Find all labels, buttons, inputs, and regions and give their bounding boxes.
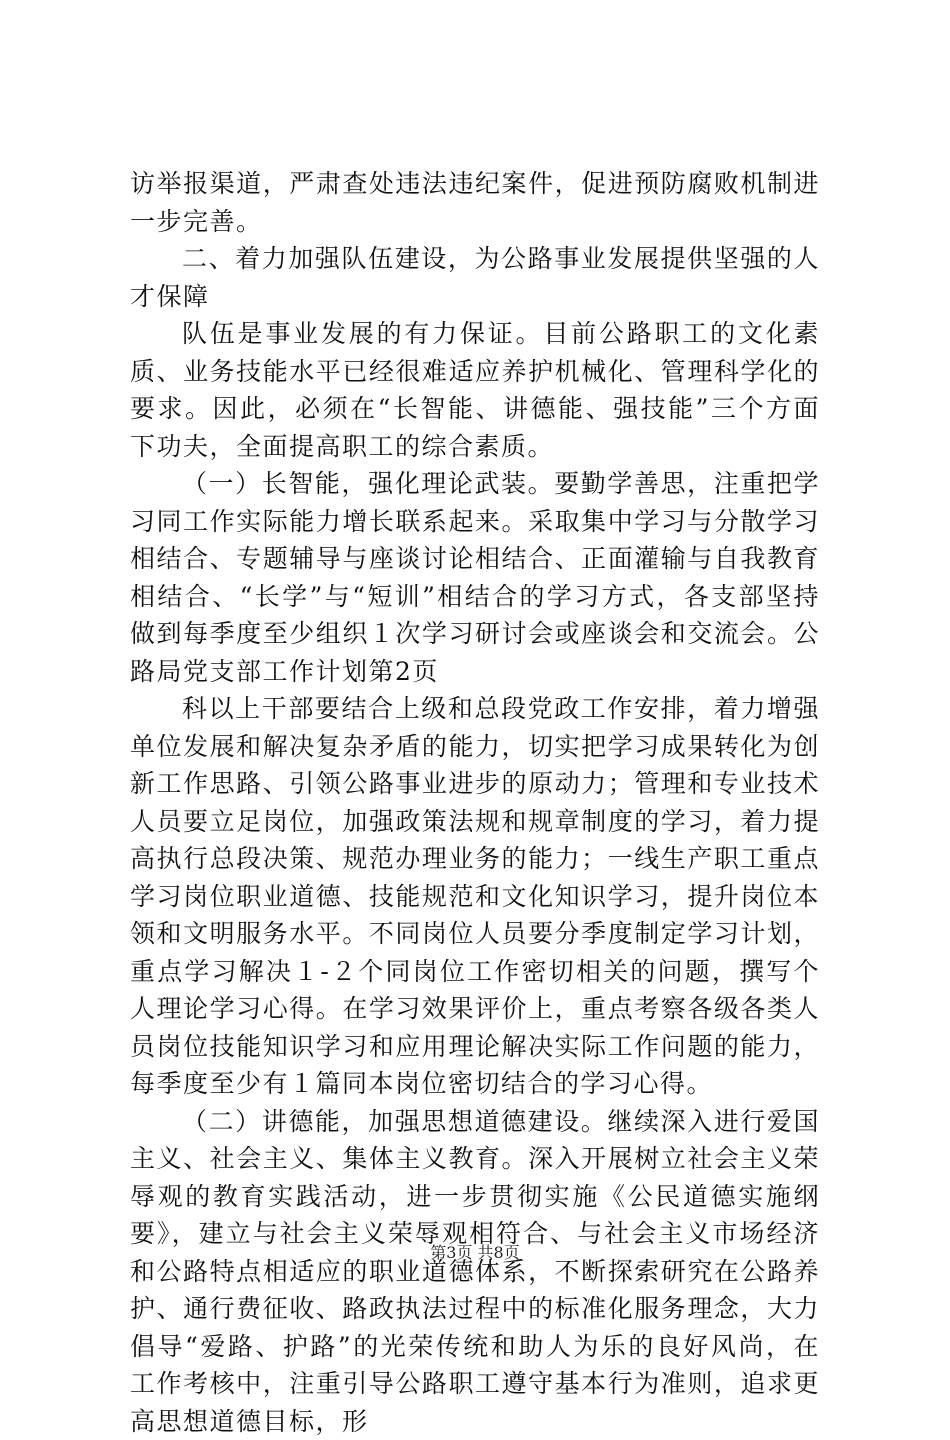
paragraph-subsection-1: （一）长智能，强化理论武装。要勤学善思，注重把学习同工作实际能力增长联系起来。采取集中学习与分散学习相结合、专题辅导与座谈讨论相结合、正面灌输与自我教育相结合、“长学”与“短训”相结合的学习方式，各支部坚持做到每季度至少组织１次学习研讨会或座谈会和交流会。公路局党支部工作计划第2页	[130, 465, 820, 690]
paragraph-intro: 队伍是事业发展的有力保证。目前公路职工的文化素质、业务技能水平已经很难适应养护机械化、管理科学化的要求。因此，必须在“长智能、讲德能、强技能”三个方面下功夫，全面提高职工的综合素质。	[130, 315, 820, 465]
page-footer: 第3页 共8页	[0, 1243, 950, 1263]
paragraph-subsection-2: （二）讲德能，加强思想道德建设。继续深入进行爱国主义、社会主义、集体主义教育。深入开展树立社会主义荣辱观的教育实践活动，进一步贯彻实施《公民道德实施纲要》，建立与社会主义荣辱观相符合、与社会主义市场经济和公路特点相适应的职业道德体系，不断探索研究在公路养护、通行费征收、路政执法过程中的标准化服务理念，大力倡导“爱路、护路”的光荣传统和助人为乐的良好风尚，在工作考核中，注重引导公路职工遵守基本行为准则，追求更高思想道德目标，形	[130, 1103, 820, 1440]
section-heading: 二、着力加强队伍建设，为公路事业发展提供坚强的人才保障	[130, 240, 820, 315]
paragraph-continuation: 访举报渠道，严肃查处违法违纪案件，促进预防腐败机制进一步完善。	[130, 165, 820, 240]
paragraph-body: 科以上干部要结合上级和总段党政工作安排，着力增强单位发展和解决复杂矛盾的能力，切实把学习成果转化为创新工作思路、引领公路事业进步的原动力；管理和专业技术人员要立足岗位，加强政策法规和规章制度的学习，着力提高执行总段决策、规范办理业务的能力；一线生产职工重点学习岗位职业道德、技能规范和文化知识学习，提升岗位本领和文明服务水平。不同岗位人员要分季度制定学习计划，重点学习解决１-２个同岗位工作密切相关的问题，撰写个人理论学习心得。在学习效果评价上，重点考察各级各类人员岗位技能知识学习和应用理论解决实际工作问题的能力，每季度至少有１篇同本岗位密切结合的学习心得。	[130, 690, 820, 1103]
